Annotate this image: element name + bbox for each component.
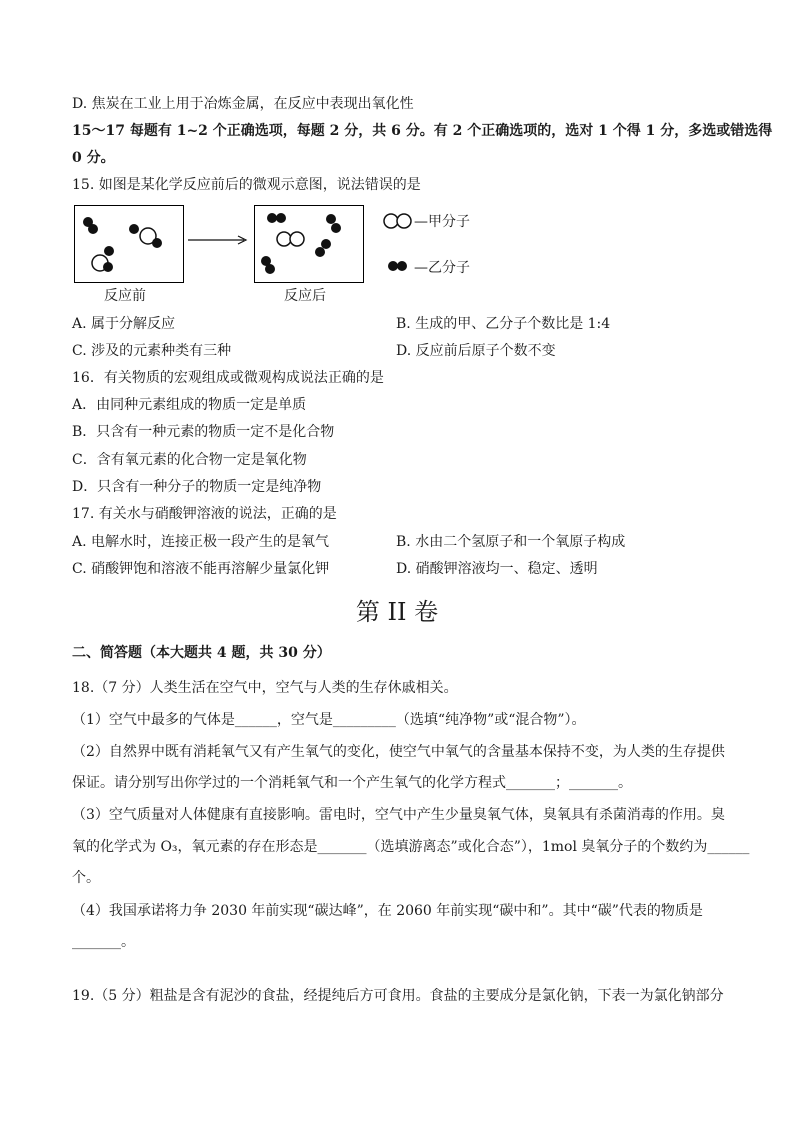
q15-option-a: A. 属于分解反应 — [72, 316, 176, 332]
q17-option-d: D. 硝酸钾溶液均一、稳定、透明 — [396, 561, 598, 577]
question-19: 19.（5 分）粗盐是含有泥沙的食盐，经提纯后方可食用。食盐的主要成分是氯化钠，下表一为氯化钠部分 — [72, 988, 724, 1004]
q18-part2-cont: 保证。请分别写出你学过的一个消耗氧气和一个产生氧气的化学方程式_______；_______。 — [72, 775, 632, 791]
q17-option-a: A. 电解水时，连接正极一段产生的是氧气 — [72, 534, 330, 550]
q15-option-c: C. 涉及的元素种类有三种 — [72, 343, 232, 359]
before-molecules — [74, 205, 184, 283]
q18-part3-end: 个。 — [72, 870, 100, 886]
q16-option-b: B．只含有一种元素的物质一定不是化合物 — [72, 424, 335, 440]
instruction-line: 15～17 每题有 1~2 个正确选项，每题 2 分，共 6 分。有 2 个正确选项的，选对 1 个得 1 分，多选或错选得 — [72, 123, 773, 139]
question-17: 17. 有关水与硝酸钾溶液的说法，正确的是 — [72, 506, 337, 522]
q16-option-c: C．含有氧元素的化合物一定是氧化物 — [72, 452, 307, 468]
legend-jia: —甲分子 — [414, 214, 470, 230]
q15-option-d: D. 反应前后原子个数不变 — [396, 343, 556, 359]
jia-molecule-icon — [382, 211, 416, 231]
q18-part2: （2）自然界中既有消耗氧气又有产生氧气的变化，使空气中氧气的含量基本保持不变，为人类的生存提供 — [72, 744, 725, 760]
before-label: 反应前 — [104, 288, 146, 304]
q17-option-c: C. 硝酸钾饱和溶液不能再溶解少量氯化钾 — [72, 561, 330, 577]
q18-part3-cont: 氧的化学式为 O₃，氧元素的存在形态是_______（选填游离态”或化合态”），1mol 臭氧分子的个数约为______ — [72, 839, 750, 855]
question-16: 16．有关物质的宏观组成或微观构成说法正确的是 — [72, 370, 384, 386]
part-two-title: 二、简答题（本大题共 4 题，共 30 分） — [72, 645, 331, 661]
q18-part1: （1）空气中最多的气体是______，空气是_________（选填“纯净物”或“混合物”）。 — [72, 712, 586, 728]
after-label: 反应后 — [284, 288, 326, 304]
q16-option-a: A．由同种元素组成的物质一定是单质 — [72, 397, 307, 413]
q18-part4: （4）我国承诺将力争 2030 年前实现“碳达峰”，在 2060 年前实现“碳中和”。其中“碳”代表的物质是 — [72, 903, 703, 919]
arrow-icon — [184, 233, 254, 247]
after-molecules — [254, 205, 364, 283]
q18-part3: （3）空气质量对人体健康有直接影响。雷电时，空气中产生少量臭氧气体，臭氧具有杀菌消毒的作用。臭 — [72, 807, 725, 823]
yi-molecule-icon — [386, 258, 414, 274]
instruction-line-cont: 0 分。 — [72, 150, 115, 166]
question-15: 15. 如图是某化学反应前后的微观示意图，说法错误的是 — [72, 177, 421, 193]
q17-option-b: B. 水由二个氢原子和一个氧原子构成 — [396, 534, 626, 550]
q16-option-d: D．只含有一种分子的物质一定是纯净物 — [72, 479, 322, 495]
question-18: 18.（7 分）人类生活在空气中，空气与人类的生存休戚相关。 — [72, 680, 458, 696]
option-d-prev: D. 焦炭在工业上用于冶炼金属，在反应中表现出氧化性 — [72, 96, 414, 112]
section-title: 第 II 卷 — [355, 598, 439, 626]
q15-option-b: B. 生成的甲、乙分子个数比是 1:4 — [396, 316, 611, 332]
q18-part4-cont: _______。 — [72, 934, 135, 950]
legend-yi: —乙分子 — [414, 260, 470, 276]
